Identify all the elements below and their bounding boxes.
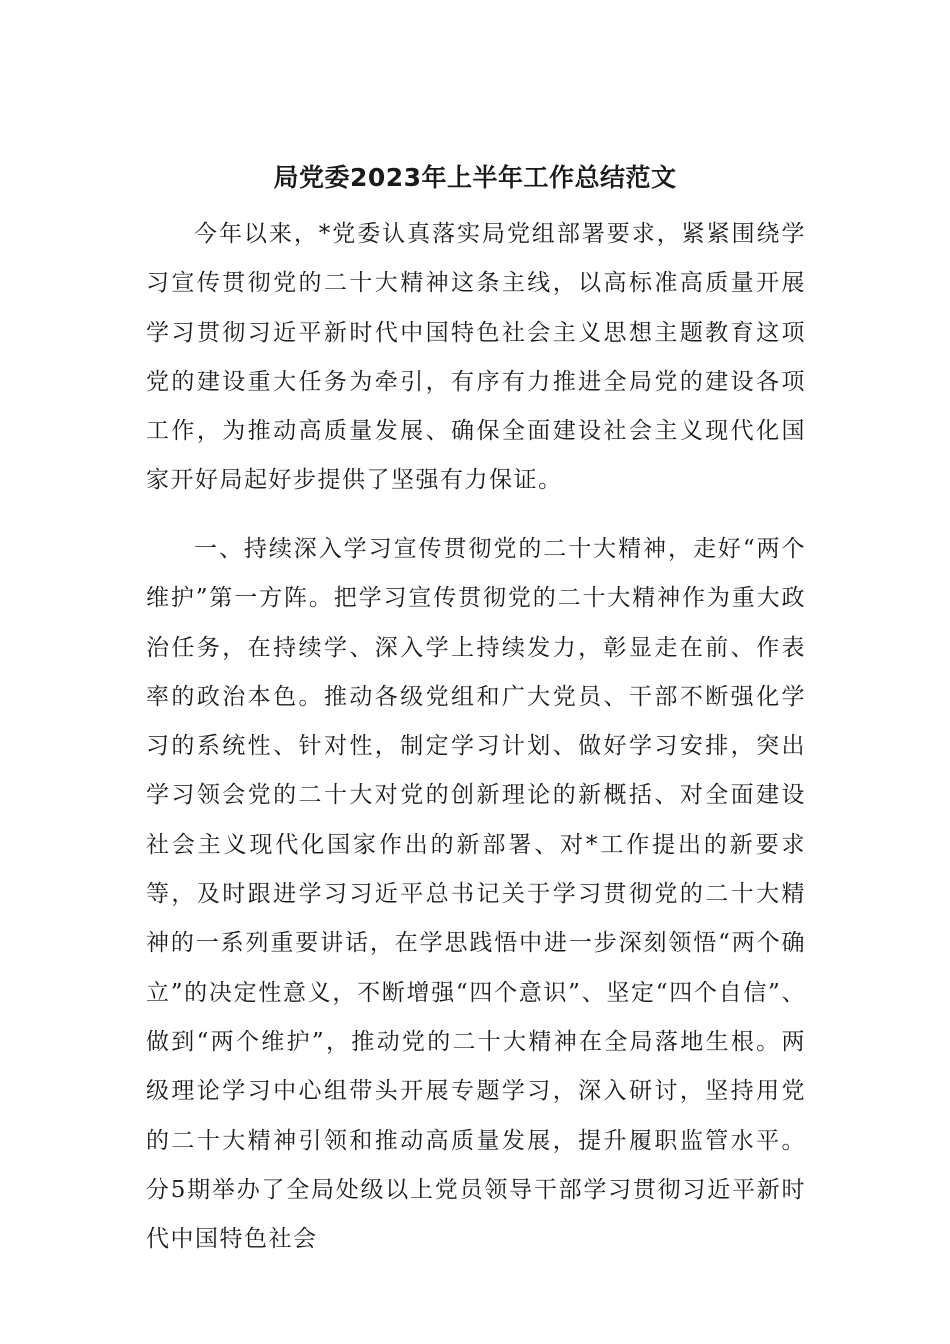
paragraph-block-section-one xyxy=(146,525,806,1264)
paragraph-section-one: 一、持续深入学习宣传贯彻党的二十大精神，走好“两个维护”第一方阵。把学习宣传贯彻党的二十大精神作为重大政治任务，在持续学、深入学上持续发力，彰显走在前、作表率的政治本色。推动各级党组和广大党员、干部不断强化学习的系统性、针对性，制定学习计划、做好学习安排，突出学习领会党的二十大对党的创新理论的新概括、对全面建设社会主义现代化国家作出的新部署、对*工作提出的新要求等，及时跟进学习习近平总书记关于学习贯彻党的二十大精神的一系列重要讲话，在学思践悟中进一步深刻领悟“两个确立”的决定性意义，不断增强“四个意识”、坚定“四个自信”、做到“两个维护”，推动党的二十大精神在全局落地生根。两级理论学习中心组带头开展专题学习，深入研讨，坚持用党的二十大精神引领和推动高质量发展，提升履职监管水平。分5期举办了全局处级以上党员领导干部学习贯彻习近平新时代中国特色社会 xyxy=(146,536,806,1253)
document-title: 局党委2023年上半年工作总结范文 xyxy=(273,163,677,192)
paragraph-intro: 今年以来，*党委认真落实局党组部署要求，紧紧围绕学习宣传贯彻党的二十大精神这条主线，以高标准高质量开展学习贯彻习近平新时代中国特色社会主义思想主题教育这项党的建设重大任务为牵引，有序有力推进全局党的建设各项工作，为推动高质量发展、确保全面建设社会主义现代化国家开好局起好步提供了坚强有力保证。 xyxy=(146,221,806,494)
paragraph-block-intro xyxy=(146,210,806,506)
